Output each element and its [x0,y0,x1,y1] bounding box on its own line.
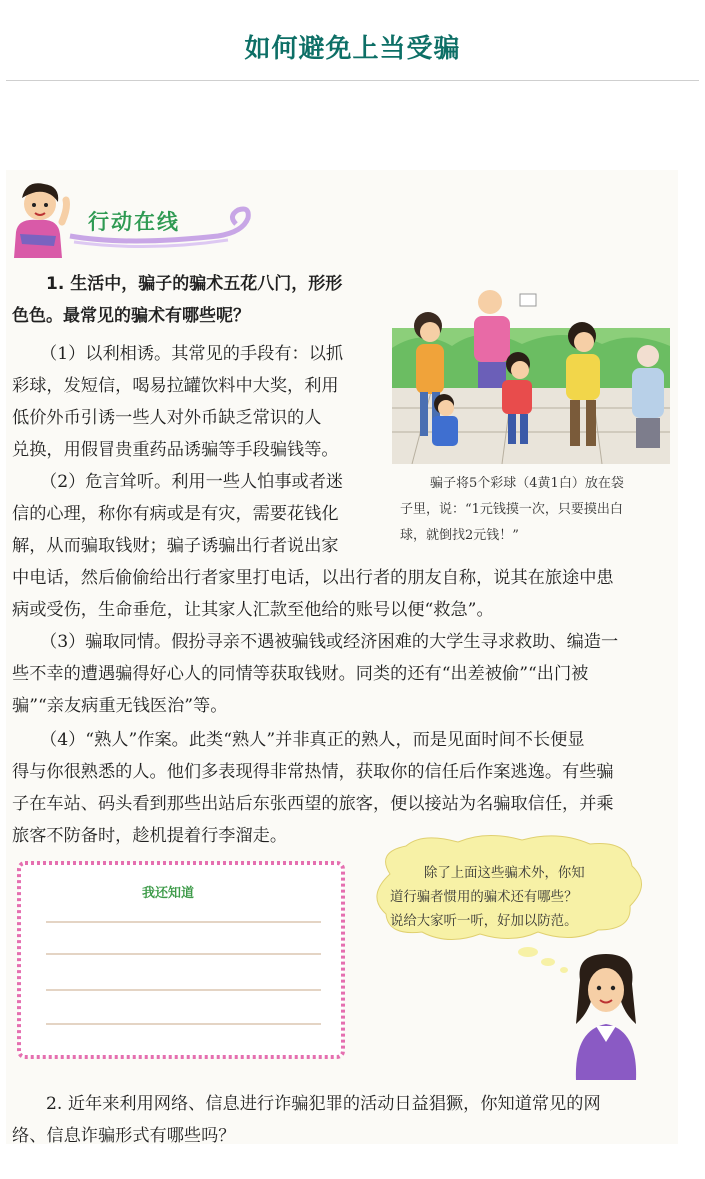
question-2-line-2: 络、信息诈骗形式有哪些吗？ [12,1126,236,1146]
item-2-line-4: 中电话，然后偷偷给出行者家里打电话，以出行者的朋友自称，说其在旅途中患 [12,568,614,588]
item-2-line-3: 解，从而骗取钱财；骗子诱骗出行者说出家 [12,536,339,556]
item-3-line-1: （3）骗取同情。假扮寻亲不遇被骗钱或经济困难的大学生寻求救助、编造一 [40,632,619,652]
item-2-line-5: 病或受伤，生命垂危，让其家人汇款至他给的账号以便“救急”。 [12,600,494,620]
cartoon-boy-icon [10,178,70,258]
item-3-line-2: 些不幸的遭遇骗得好心人的同情等获取钱财。同类的还有“出差被偷”“出门被 [12,664,589,684]
section-banner-title: 行动在线 [88,210,180,234]
note-box-title: 我还知道 [142,886,195,901]
item-4-line-3: 子在车站、码头看到那些出站后东张西望的旅客，便以接站为名骗取信任，并乘 [12,794,614,814]
scam-scene-illustration [392,288,670,464]
item-1-line-3: 低价外币引诱一些人对外币缺乏常识的人 [12,408,322,428]
item-1-line-1: （1）以利相诱。其常见的手段有：以抓 [40,344,344,364]
illustration-caption-line-2: 子里，说：“1元钱摸一次，只要摸出白 [400,502,623,517]
question-2-line-1: 2. 近年来利用网络、信息进行诈骗犯罪的活动日益猖獗，你知道常见的网 [46,1094,601,1114]
page-header [0,0,705,82]
illustration-caption-line-3: 球，就倒找2元钱！” [400,528,519,543]
item-4-line-4: 旅客不防备时，趁机提着行李溜走。 [12,826,288,846]
question-1-line-2: 色色。最常见的骗术有哪些呢？ [12,306,250,326]
textbook-page [6,170,678,1144]
illustration-caption-line-1: 骗子将5个彩球（4黄1白）放在袋 [430,476,624,491]
item-1-line-2: 彩球，发短信，喝易拉罐饮料中大奖，利用 [12,376,339,396]
thought-bubble-tail [514,946,574,976]
bubble-line-3: 说给大家听一听，好加以防范。 [390,914,578,929]
item-2-line-1: （2）危言耸听。利用一些人怕事或者迷 [40,472,344,492]
item-4-line-2: 得与你很熟悉的人。他们多表现得非常热情，获取你的信任后作案逃逸。有些骗 [12,762,614,782]
bubble-line-1: 除了上面这些骗术外，你知 [424,866,585,881]
question-1-line-1: 1. 生活中，骗子的骗术五花八门，形形 [46,274,343,294]
item-2-line-2: 信的心理，称你有病或是有灾，需要花钱化 [12,504,339,524]
item-3-line-3: 骗”“亲友病重无钱医治”等。 [12,696,228,716]
page-title: 如何避免上当受骗 [244,34,461,64]
item-4-line-1: （4）“熟人”作案。此类“熟人”并非真正的熟人，而是见面时间不长便显 [40,730,585,750]
cartoon-girl-icon [566,950,646,1080]
header-divider [6,80,699,81]
bubble-line-2: 道行骗者惯用的骗术还有哪些？ [390,890,578,905]
item-1-line-4: 兑换，用假冒贵重药品诱骗等手段骗钱等。 [12,440,339,460]
